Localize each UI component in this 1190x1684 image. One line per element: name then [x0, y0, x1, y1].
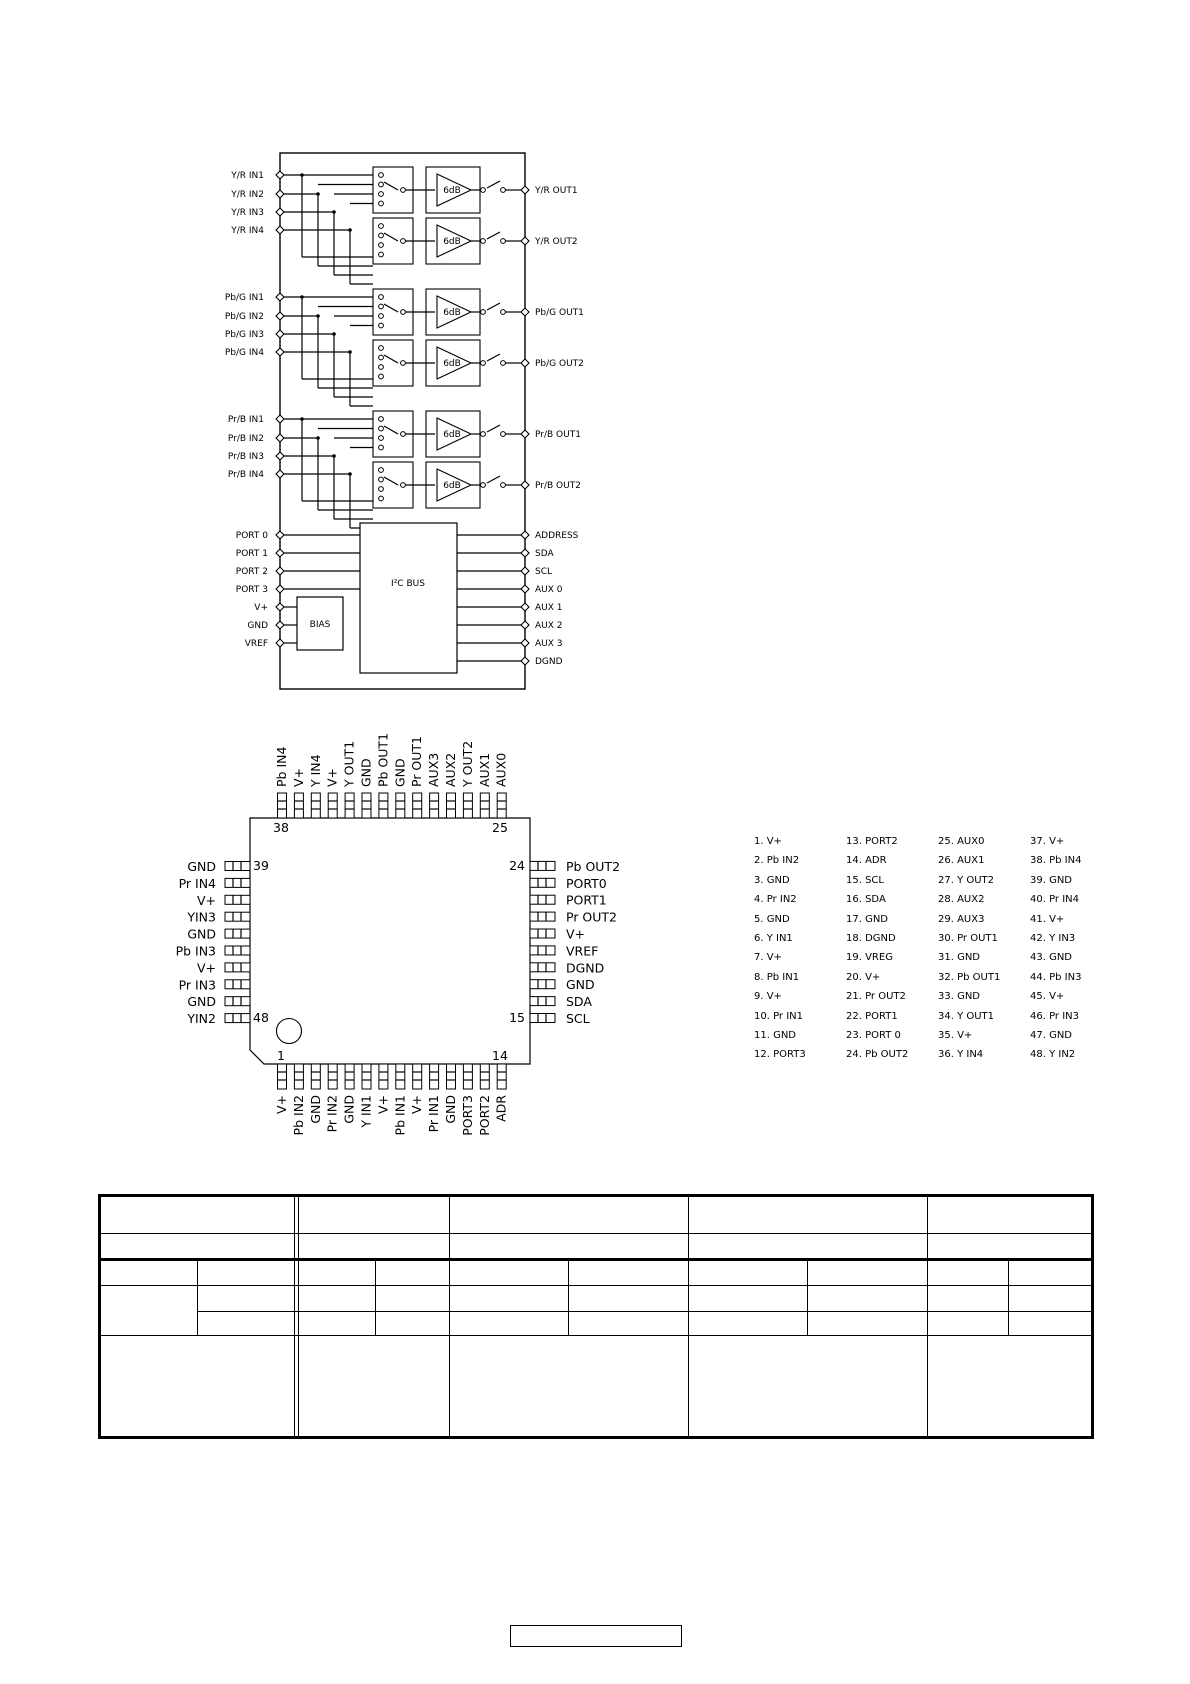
control-label: AUX 1	[535, 603, 563, 613]
pin-label: Pr IN1	[426, 1095, 442, 1133]
lead	[530, 878, 555, 887]
output-label: Pr/B OUT2	[535, 481, 581, 491]
amp-gain-label: 6dB	[443, 359, 461, 369]
pin-list-item: 35. V+	[938, 1029, 973, 1041]
pin-list-column	[846, 836, 938, 1069]
pin-list-item: 46. Pr IN3	[1030, 1010, 1080, 1022]
pin-label: V+	[375, 1095, 391, 1115]
lead	[480, 1064, 489, 1089]
amp-gain-label: 6dB	[443, 430, 461, 440]
pin-list-item: 2. Pb IN2	[754, 855, 800, 867]
control-label: ADDRESS	[535, 531, 579, 541]
input-label: Pr/B IN1	[227, 415, 264, 425]
lead	[396, 793, 405, 818]
pin-label: GND	[358, 758, 374, 787]
pin-number: 38	[273, 820, 289, 835]
lead	[345, 793, 354, 818]
input-label: Pr/B IN3	[227, 452, 264, 462]
lead	[497, 1064, 506, 1089]
input-label: Y/R IN3	[231, 208, 264, 218]
pin-list-item: 28. AUX2	[938, 894, 985, 906]
table-rule	[101, 1258, 1091, 1261]
lead	[396, 1064, 405, 1089]
pin-list-item: 40. Pr IN4	[1030, 894, 1080, 906]
pin-label: V+	[566, 926, 586, 942]
input-label: Y/R IN2	[231, 190, 264, 200]
pin-label: GND	[187, 926, 216, 942]
lead	[530, 861, 555, 870]
pin-list-item: 38. Pb IN4	[1030, 855, 1082, 867]
table-rule	[197, 1311, 1091, 1312]
pin-list-item: 26. AUX1	[938, 855, 985, 867]
pin-label: Pr OUT2	[566, 909, 618, 925]
pin-list-item: 29. AUX3	[938, 913, 985, 925]
pin-label: AUX2	[443, 752, 458, 787]
pin-list-item: 1. V+	[754, 836, 782, 847]
pin-list-item: 33. GND	[938, 991, 981, 1003]
pin-number: 24	[509, 858, 525, 873]
input-label: Pb/G IN2	[224, 312, 264, 322]
footer-box	[510, 1625, 682, 1647]
lead	[463, 793, 472, 818]
lead	[379, 793, 388, 818]
pin-list-item: 9. V+	[754, 991, 782, 1003]
lead	[530, 929, 555, 938]
input-label: Pb/G IN4	[224, 348, 264, 358]
pin-list-item: 30. Pr OUT1	[938, 932, 998, 944]
pin-list-column	[938, 836, 1030, 1069]
pin-label: V+	[196, 892, 216, 908]
lead	[225, 1014, 250, 1023]
pin-label: Y OUT1	[341, 740, 357, 787]
pin-label: Pb IN4	[274, 746, 289, 787]
chip-body	[250, 818, 530, 1064]
pin-label: Pr IN2	[324, 1095, 340, 1133]
pin-list-item: 10. Pr IN1	[754, 1010, 804, 1022]
pin-label: PORT3	[459, 1095, 475, 1136]
pin-label: VREF	[566, 943, 599, 959]
pin-list-item: 13. PORT2	[846, 836, 898, 847]
pin-list-item: 17. GND	[846, 913, 889, 925]
table-rule	[927, 1197, 928, 1436]
control-label: SCL	[535, 567, 553, 577]
amp-gain-label: 6dB	[443, 237, 461, 247]
pin-label: AUX3	[426, 752, 442, 787]
table-rule	[807, 1261, 808, 1335]
pin-label: GND	[443, 1095, 458, 1124]
pin-list-item: 39. GND	[1030, 874, 1073, 886]
table-rule	[1008, 1261, 1009, 1335]
pin-label: Y IN1	[358, 1095, 374, 1128]
table-rule	[688, 1197, 689, 1436]
pin1-marker	[277, 1019, 302, 1044]
lead	[480, 793, 489, 818]
pin-list-item: 3. GND	[754, 874, 790, 886]
lead	[362, 793, 371, 818]
pin-label: V+	[324, 767, 340, 787]
spec-table	[98, 1194, 1094, 1439]
table-rule	[101, 1285, 1091, 1286]
lead	[225, 912, 250, 921]
output-label: Y/R OUT2	[535, 237, 578, 247]
lead	[311, 793, 320, 818]
lead	[225, 997, 250, 1006]
table-rule	[375, 1261, 376, 1335]
pin-label: Pb OUT1	[375, 732, 391, 787]
pin-list-item: 22. PORT1	[846, 1010, 898, 1022]
pin-list-item: 19. VREG	[846, 952, 893, 964]
lead	[294, 793, 303, 818]
lead	[530, 912, 555, 921]
control-label: VREF	[244, 639, 268, 649]
pin-list-item: 43. GND	[1030, 952, 1073, 964]
pin-label: GND	[187, 859, 216, 874]
lead	[430, 1064, 439, 1089]
amp-gain-label: 6dB	[443, 186, 461, 196]
lead	[463, 1064, 472, 1089]
lead	[413, 793, 422, 818]
amp-gain-label: 6dB	[443, 481, 461, 491]
bias-label: BIAS	[309, 620, 331, 630]
lead	[328, 793, 337, 818]
pin-label: Pb IN2	[290, 1095, 306, 1136]
pin-list-item: 16. SDA	[846, 894, 886, 906]
pin-label: AUX1	[476, 752, 492, 787]
lead	[530, 946, 555, 955]
lead	[225, 862, 250, 871]
pin-label: Pb IN1	[392, 1095, 408, 1136]
pin-label: V+	[290, 767, 306, 787]
pin-number: 14	[492, 1048, 508, 1063]
pin-list-item: 24. Pb OUT2	[846, 1049, 909, 1061]
input-label: Pb/G IN1	[224, 293, 264, 303]
pin-list-item: 4. Pr IN2	[754, 894, 797, 906]
pin-list-item: 36. Y IN4	[938, 1049, 984, 1061]
pin-list-item: 25. AUX0	[938, 836, 985, 847]
pin-list-item: 31. GND	[938, 952, 981, 964]
table-rule	[449, 1197, 450, 1436]
lead	[530, 980, 555, 989]
pin-list-item: 32. Pb OUT1	[938, 971, 1001, 983]
output-label: Pb/G OUT2	[535, 359, 584, 369]
pin-list-item: 6. Y IN1	[754, 932, 793, 944]
pin-label: GND	[307, 1095, 323, 1124]
control-label: PORT 0	[235, 531, 268, 541]
table-rule	[294, 1197, 295, 1436]
control-label: V+	[254, 603, 268, 613]
lead	[530, 1014, 555, 1023]
pin-label: Pb IN3	[175, 943, 216, 959]
lead	[447, 1064, 456, 1089]
lead	[530, 997, 555, 1006]
table-rule	[101, 1233, 1091, 1234]
pin-list-item: 41. V+	[1030, 913, 1065, 925]
control-label: PORT 2	[235, 567, 268, 577]
pin-label: Y OUT2	[459, 740, 475, 787]
lead	[294, 1064, 303, 1089]
lead	[225, 946, 250, 955]
lead	[345, 1064, 354, 1089]
pin-label: SDA	[566, 994, 592, 1010]
input-label: Pb/G IN3	[224, 330, 264, 340]
lead	[497, 793, 506, 818]
pin-label: Y IN4	[307, 754, 323, 787]
lead	[447, 793, 456, 818]
control-label: PORT 3	[235, 585, 268, 595]
lead	[225, 895, 250, 904]
pin-label: PORT1	[566, 892, 607, 908]
pin-label: YIN2	[187, 1011, 216, 1027]
amp-gain-label: 6dB	[443, 308, 461, 318]
output-label: Y/R OUT1	[535, 186, 578, 196]
input-label: Y/R IN1	[231, 171, 264, 181]
control-label: AUX 2	[535, 621, 563, 631]
pin-label: GND	[341, 1095, 357, 1124]
pin-label: GND	[392, 758, 408, 787]
pin-number: 1	[277, 1048, 285, 1063]
control-label: AUX 3	[535, 639, 563, 649]
table-rule	[298, 1197, 299, 1436]
lead	[413, 1064, 422, 1089]
pin-number: 25	[492, 820, 508, 835]
input-label: Pr/B IN2	[227, 434, 264, 444]
pin-list-item: 44. Pb IN3	[1030, 971, 1082, 983]
pin-number: 48	[253, 1010, 269, 1025]
control-label: DGND	[535, 657, 563, 667]
pin-label: PORT2	[476, 1095, 492, 1136]
pin-list-item: 47. GND	[1030, 1029, 1073, 1041]
pin-label: GND	[566, 977, 595, 993]
input-label: Y/R IN4	[231, 226, 264, 236]
pin-label: YIN3	[187, 909, 216, 925]
pin-label: AUX0	[493, 752, 509, 787]
pin-list-item: 11. GND	[754, 1029, 797, 1041]
control-label: SDA	[535, 549, 554, 559]
pin-label: PORT0	[566, 875, 607, 891]
table-rule	[197, 1261, 198, 1335]
output-label: Pr/B OUT1	[535, 430, 581, 440]
pin-list-item: 37. V+	[1030, 836, 1065, 847]
lead	[225, 929, 250, 938]
lead	[530, 963, 555, 972]
pin-number: 15	[509, 1010, 525, 1025]
pin-label: ADR	[493, 1095, 509, 1122]
pin-label: Pr IN3	[178, 977, 216, 993]
pin-list-item: 34. Y OUT1	[938, 1010, 995, 1022]
lead	[430, 793, 439, 818]
pin-list-item: 7. V+	[754, 952, 782, 964]
pin-list-item: 42. Y IN3	[1030, 932, 1076, 944]
lead	[311, 1064, 320, 1089]
pin-list-item: 8. Pb IN1	[754, 971, 800, 983]
lead	[225, 963, 250, 972]
pin-label: GND	[187, 994, 216, 1010]
pin-number: 39	[253, 858, 269, 873]
table-rule	[568, 1261, 569, 1335]
lead	[362, 1064, 371, 1089]
pin-label: Pb OUT2	[566, 858, 621, 874]
pin-list-item: 45. V+	[1030, 991, 1065, 1003]
pin-list-item: 18. DGND	[846, 932, 896, 944]
lead	[225, 878, 250, 887]
pin-label: DGND	[566, 960, 605, 976]
pin-list-item: 21. Pr OUT2	[846, 991, 906, 1003]
pin-list-item: 20. V+	[846, 971, 881, 983]
lead	[328, 1064, 337, 1089]
pin-label: Pr IN4	[178, 875, 216, 891]
control-label: AUX 0	[535, 585, 563, 595]
pin-label: V+	[409, 1095, 425, 1115]
pin-label: V+	[196, 960, 216, 976]
lead	[530, 895, 555, 904]
lead	[278, 1064, 287, 1089]
pin-list-item: 48. Y IN2	[1030, 1049, 1076, 1061]
pin-list-item: 15. SCL	[846, 874, 884, 886]
pin-label: SCL	[566, 1011, 590, 1026]
i2c-bus-label: I²C BUS	[391, 579, 425, 589]
table-rule	[101, 1335, 1091, 1336]
output-label: Pb/G OUT1	[535, 308, 584, 318]
pin-list-item: 12. PORT3	[754, 1049, 806, 1061]
control-label: PORT 1	[235, 549, 268, 559]
lead	[278, 793, 287, 818]
lead	[379, 1064, 388, 1089]
control-label: GND	[247, 621, 268, 631]
lead	[225, 980, 250, 989]
pin-list-item: 27. Y OUT2	[938, 874, 995, 886]
pin-list-item: 14. ADR	[846, 855, 887, 867]
pin-list-item: 5. GND	[754, 913, 790, 925]
pin-label: Pr OUT1	[409, 735, 425, 787]
pin-list-column	[1030, 836, 1122, 1069]
pin-list-column	[754, 836, 846, 1069]
pin-list-item: 23. PORT 0	[846, 1029, 901, 1041]
pin-label: V+	[274, 1095, 289, 1115]
input-label: Pr/B IN4	[227, 470, 264, 480]
